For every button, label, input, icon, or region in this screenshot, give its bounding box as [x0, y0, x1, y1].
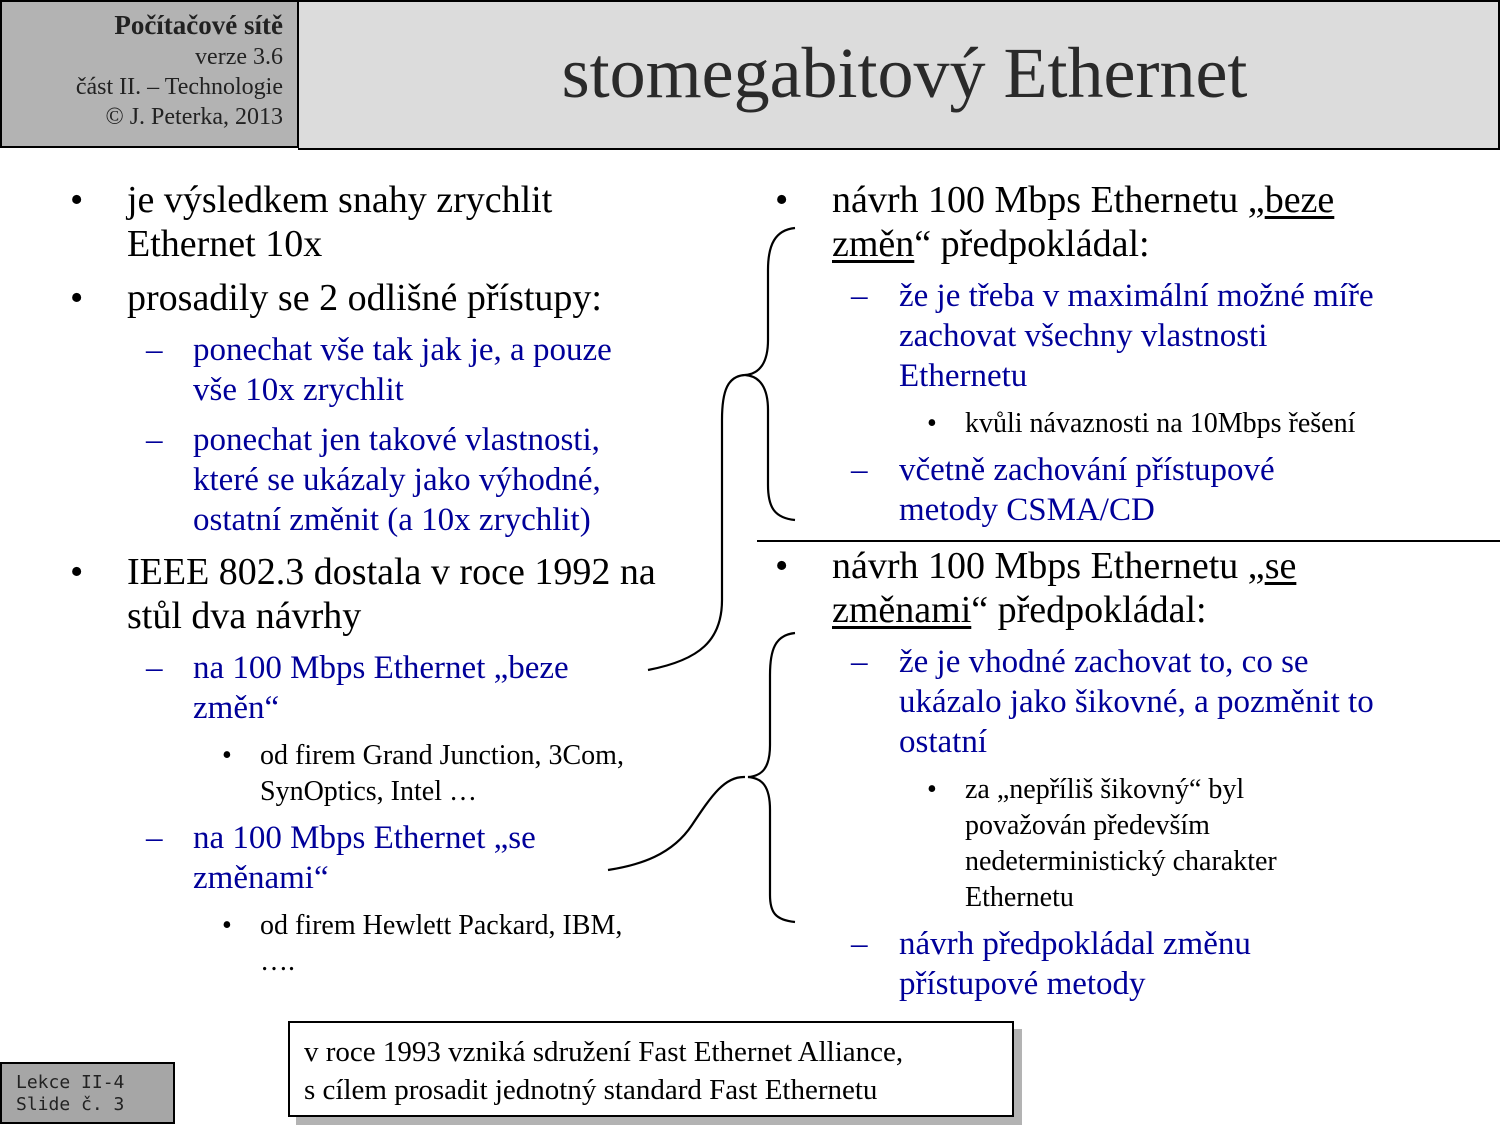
- bullet-icon: •: [70, 179, 84, 221]
- sub-sub-item: [70, 738, 730, 810]
- bullet-icon: •: [927, 408, 937, 439]
- bullet-icon: •: [775, 179, 789, 221]
- sub-item-text: ukázalo jako šikovné, a pozměnit to: [899, 684, 1374, 720]
- dash-icon: –: [146, 332, 163, 368]
- text: “ předpokládal:: [914, 223, 1150, 265]
- header-info-panel: [0, 0, 298, 148]
- bullet-text: prosadily se 2 odlišné přístupy:: [127, 277, 602, 319]
- underlined-text: se: [1264, 545, 1297, 587]
- sub-item: [70, 648, 730, 728]
- sub-item-text: ponechat vše tak jak je, a pouze: [193, 332, 612, 368]
- lesson-label: Lekce II-4: [16, 1072, 125, 1093]
- sub-item-text: že je vhodné zachovat to, co se: [899, 644, 1309, 680]
- title-bar: [298, 0, 1500, 150]
- bullet-item-beze-zmen: [775, 178, 1495, 266]
- copyright-label: © J. Peterka, 2013: [105, 104, 283, 130]
- sub-item-text: na 100 Mbps Ethernet „beze: [193, 650, 569, 686]
- sub-item-text: návrh předpokládal změnu: [899, 926, 1251, 962]
- sub-item-text: které se ukázaly jako výhodné,: [193, 462, 601, 498]
- sub-item-text: že je třeba v maximální možné míře: [899, 278, 1374, 314]
- sub-item-text: změn“: [193, 690, 280, 726]
- sub-sub-item-text: Ethernetu: [965, 882, 1074, 913]
- sub-item: [70, 420, 730, 540]
- underlined-text: beze: [1264, 179, 1335, 221]
- sub-item-text: přístupové metody: [899, 966, 1146, 1002]
- sub-sub-item-text: nedeterministický charakter: [965, 846, 1277, 877]
- bullet-item: [70, 178, 730, 266]
- sub-item: [775, 276, 1495, 396]
- dash-icon: –: [851, 278, 868, 314]
- sub-item-text: metody CSMA/CD: [899, 492, 1155, 528]
- underlined-text: změn: [832, 223, 915, 265]
- sub-sub-item-text: od firem Hewlett Packard, IBM,: [260, 910, 623, 941]
- sub-sub-item: [775, 772, 1495, 916]
- bullet-icon: •: [222, 740, 232, 771]
- sub-item-text: ostatní změnit (a 10x zrychlit): [193, 502, 591, 538]
- right-column-bottom: [775, 544, 1495, 1014]
- sub-sub-item-text: kvůli návaznosti na 10Mbps řešení: [965, 408, 1356, 439]
- bullet-text: [832, 222, 1495, 266]
- note-text: v roce 1993 vzniká sdružení Fast Ethernet Alliance,: [304, 1036, 904, 1068]
- sub-sub-item-text: ….: [260, 946, 295, 977]
- bullet-item: [70, 550, 730, 638]
- bullet-icon: •: [70, 277, 84, 319]
- sub-item-text: Ethernetu: [899, 358, 1028, 394]
- slide-number-box: [0, 1062, 175, 1124]
- bullet-icon: •: [775, 545, 789, 587]
- bullet-item-se-zmenami: [775, 544, 1495, 632]
- note-box: [288, 1021, 1014, 1117]
- dash-icon: –: [146, 650, 163, 686]
- slide-title: stomegabitový Ethernet: [561, 32, 1248, 113]
- dash-icon: –: [146, 820, 163, 856]
- sub-item-text: včetně zachování přístupové: [899, 452, 1275, 488]
- bullet-icon: •: [927, 774, 937, 805]
- bullet-text: je výsledkem snahy zrychlit: [127, 179, 553, 221]
- note-text: s cílem prosadit jednotný standard Fast Ethernetu: [304, 1074, 878, 1106]
- course-title: Počítačové sítě: [114, 10, 283, 40]
- part-label: část II. – Technologie: [75, 74, 283, 100]
- bullet-text: [832, 178, 1495, 222]
- text: návrh 100 Mbps Ethernetu „: [832, 179, 1265, 221]
- version-label: verze 3.6: [195, 44, 283, 70]
- bullet-text: Ethernet 10x: [127, 223, 323, 265]
- dash-icon: –: [146, 422, 163, 458]
- sub-sub-item-text: od firem Grand Junction, 3Com,: [260, 740, 624, 771]
- sub-sub-item-text: SynOptics, Intel …: [260, 776, 477, 807]
- bullet-text: IEEE 802.3 dostala v roce 1992 na: [127, 551, 656, 593]
- sub-item-text: na 100 Mbps Ethernet „se: [193, 820, 536, 856]
- slide-number-label: Slide č. 3: [16, 1094, 125, 1115]
- sub-item: [775, 642, 1495, 762]
- sub-item-text: změnami“: [193, 860, 329, 896]
- sub-item: [775, 450, 1495, 530]
- left-column: [70, 178, 730, 988]
- section-divider: [757, 540, 1500, 542]
- bullet-text: [832, 588, 1495, 632]
- sub-item-text: zachovat všechny vlastnosti: [899, 318, 1268, 354]
- text: návrh 100 Mbps Ethernetu „: [832, 545, 1265, 587]
- sub-sub-item: [775, 406, 1495, 442]
- bullet-icon: •: [70, 551, 84, 593]
- bullet-item: [70, 276, 730, 320]
- text: “ předpokládal:: [971, 589, 1207, 631]
- sub-item: [70, 330, 730, 410]
- sub-item-text: ostatní: [899, 724, 987, 760]
- sub-sub-item-text: za „nepříliš šikovný“ byl: [965, 774, 1245, 805]
- sub-item-text: ponechat jen takové vlastnosti,: [193, 422, 600, 458]
- sub-item: [70, 818, 730, 898]
- sub-item: [775, 924, 1495, 1004]
- bullet-icon: •: [222, 910, 232, 941]
- underlined-text: změnami: [832, 589, 972, 631]
- dash-icon: –: [851, 452, 868, 488]
- dash-icon: –: [851, 644, 868, 680]
- sub-sub-item: [70, 908, 730, 980]
- sub-item-text: vše 10x zrychlit: [193, 372, 404, 408]
- dash-icon: –: [851, 926, 868, 962]
- bullet-text: stůl dva návrhy: [127, 595, 362, 637]
- sub-sub-item-text: považován především: [965, 810, 1210, 841]
- bullet-text: [832, 544, 1495, 588]
- right-column: [775, 178, 1495, 540]
